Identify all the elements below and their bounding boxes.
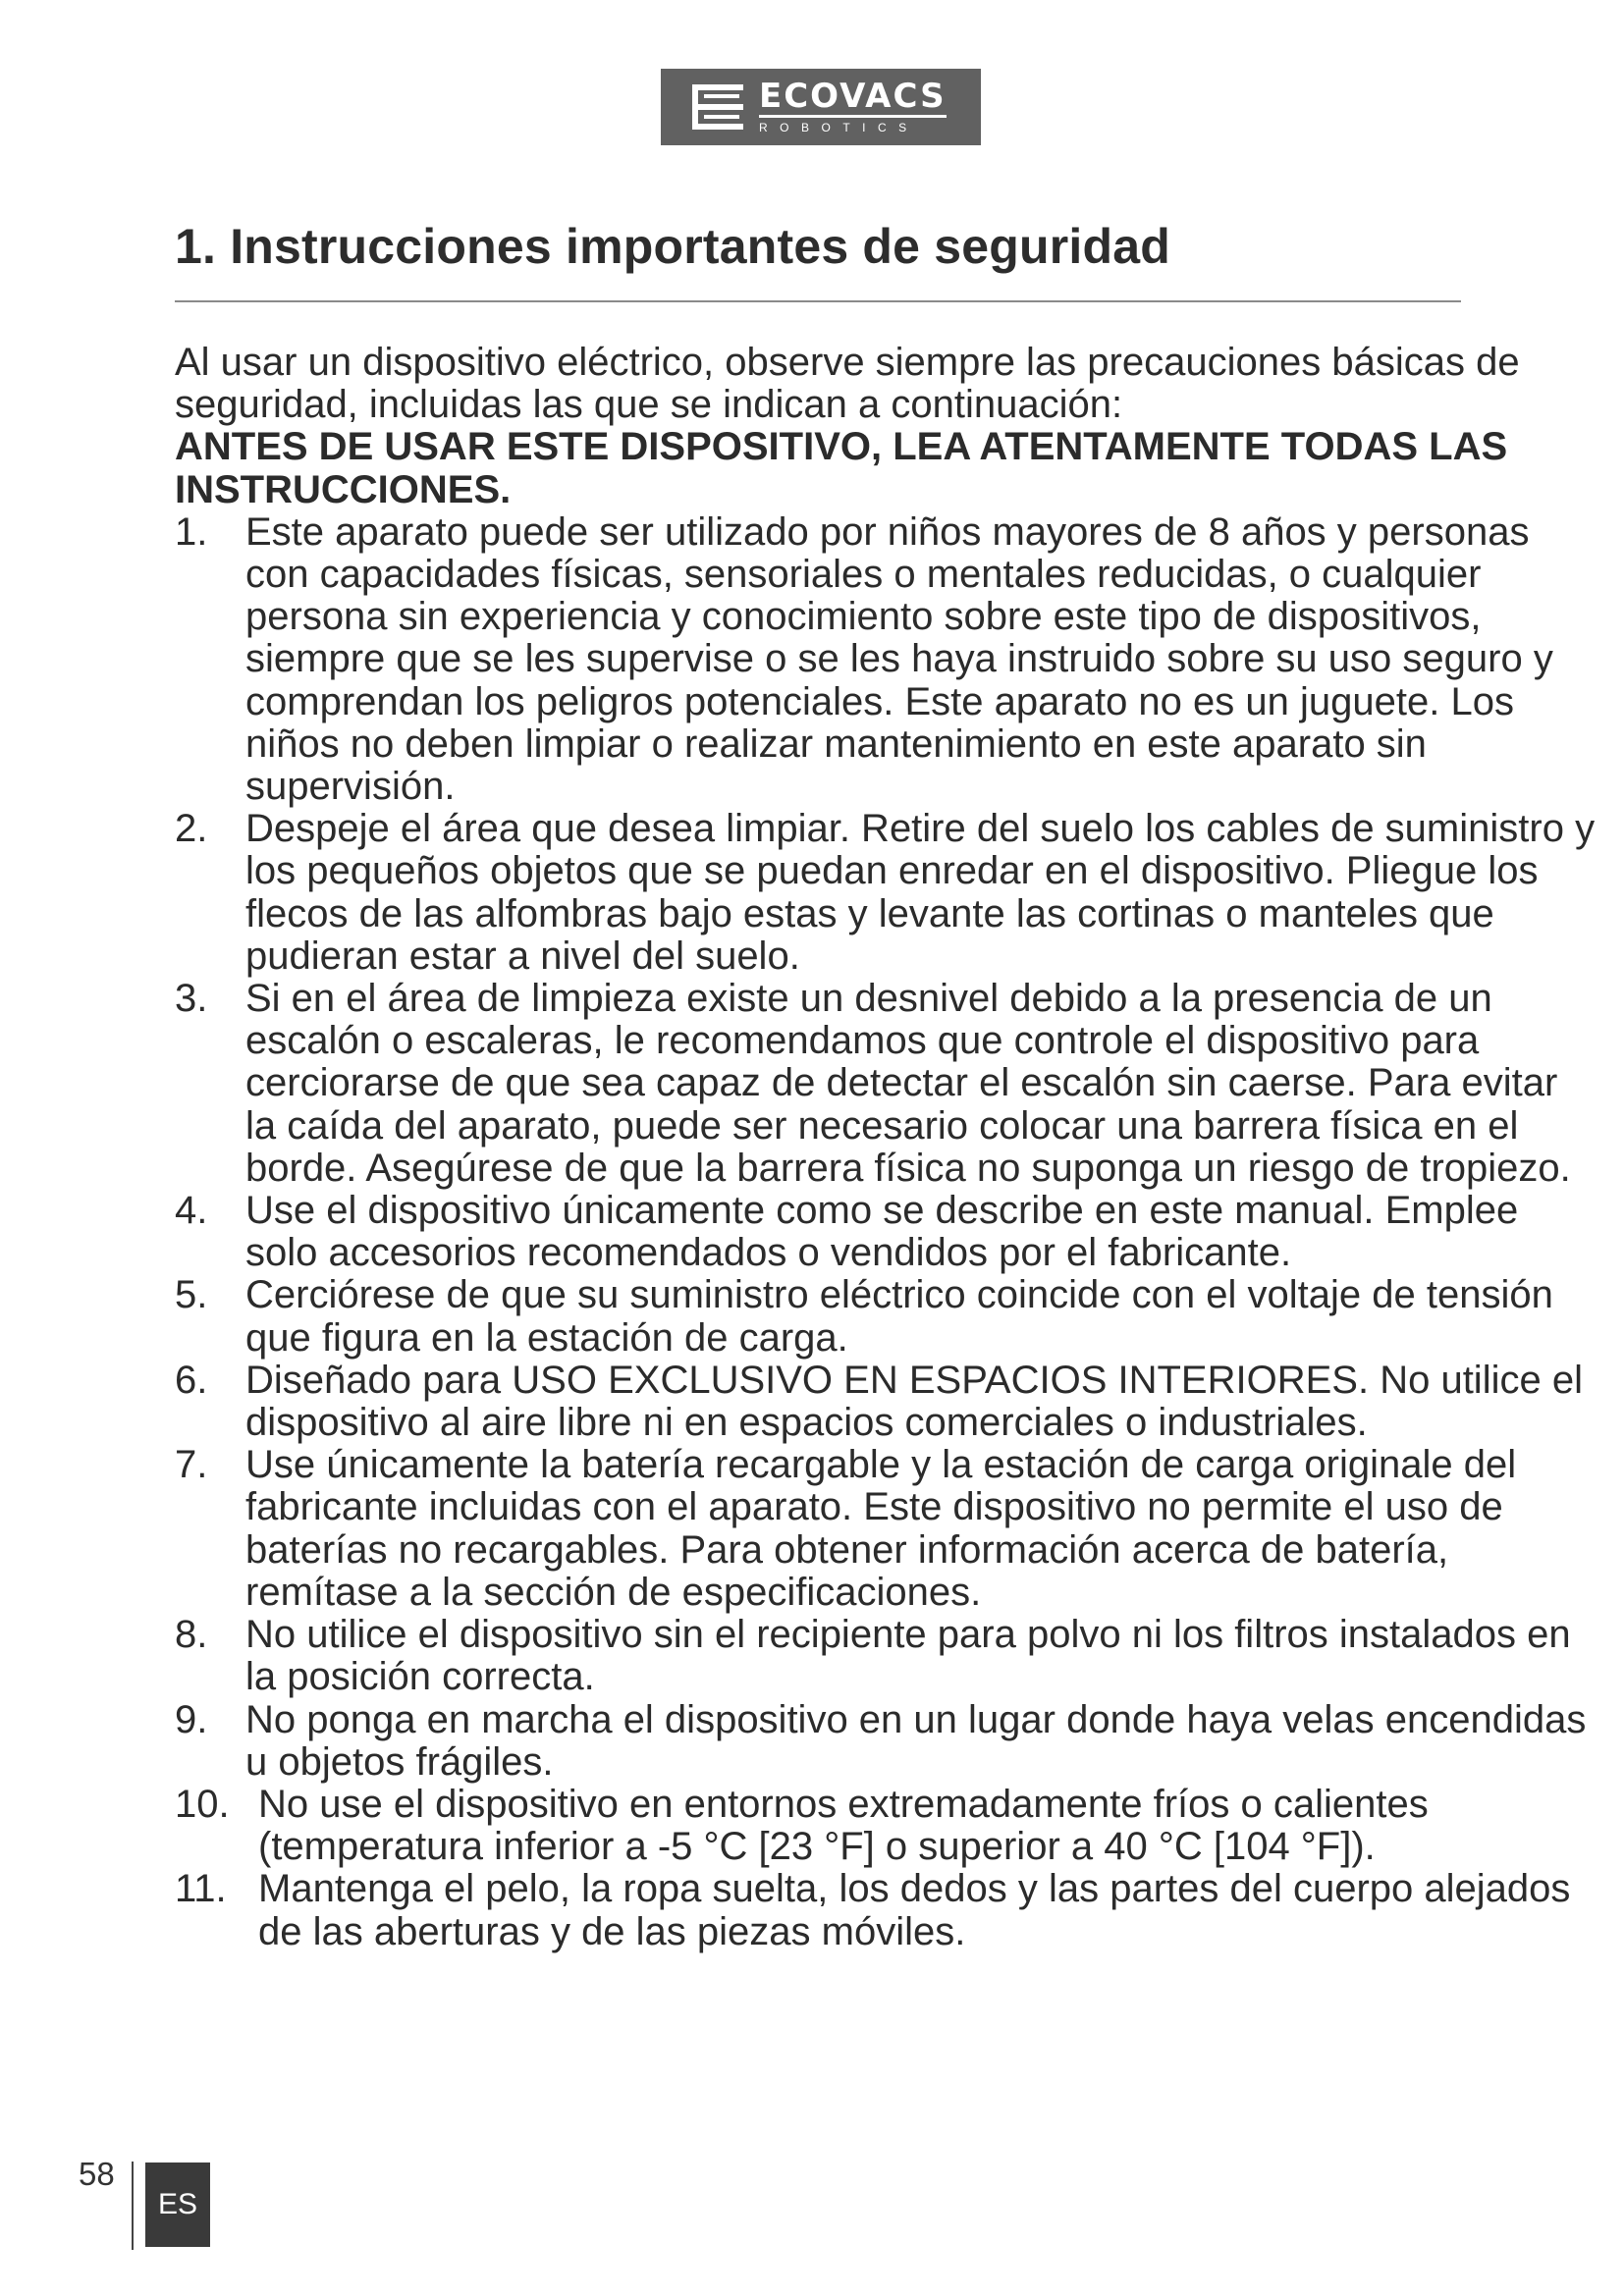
item-text: Use el dispositivo únicamente como se describe en este manual. Emplee solo accesorios recomendados o vendidos por el fabricante. [245,1189,1519,1275]
ecovacs-mark-icon [690,82,745,132]
list-item [175,511,1598,808]
item-text: No ponga en marcha el dispositivo en un lugar donde haya velas encendidas u objetos frágiles. [245,1697,1587,1784]
item-number: 3. [175,977,208,1021]
item-text: Diseñado para USO EXCLUSIVO EN ESPACIOS INTERIORES. No utilice el dispositivo al aire libre ni en espacios comerciales o industriales. [245,1358,1583,1445]
list-item [175,1274,1598,1359]
list-item [175,978,1598,1190]
list-item [175,1784,1598,1868]
page-number: 58 [79,2156,115,2192]
item-number: 10. [175,1782,230,1826]
item-number: 9. [175,1697,208,1741]
list-item [175,1699,1598,1784]
list-item [175,1444,1598,1614]
item-number: 2. [175,807,208,851]
list-item [175,1868,1598,1952]
logo-sub-text: ROBOTICS [759,121,919,134]
logo-brand-text: ECOVACS [759,77,947,116]
title-divider [175,300,1461,302]
safety-list [175,511,1598,1953]
safety-content [175,342,1598,1953]
item-number: 11. [175,1867,227,1911]
language-badge: ES [145,2163,210,2247]
list-item [175,1190,1598,1274]
item-text: Si en el área de limpieza existe un desnivel debido a la presencia de un escalón o escaleras, le recomendamos que controle el dispositivo para cerciorarse de que sea capaz de detectar el escalón sin caerse. Para evitar la caída del aparato, puede ser necesario colocar una barrera física en el borde. Asegúrese de que la barrera física no suponga un riesgo de tropiezo. [245,977,1571,1190]
item-number: 5. [175,1273,208,1317]
item-number: 4. [175,1189,208,1233]
warning-text: ANTES DE USAR ESTE DISPOSITIVO, LEA ATENTAMENTE TODAS LAS INSTRUCCIONES. [175,425,1508,511]
item-text: Mantenga el pelo, la ropa suelta, los dedos y las partes del cuerpo alejados de las aberturas y de las piezas móviles. [258,1867,1571,1953]
item-text: Despeje el área que desea limpiar. Retire del suelo los cables de suministro y los pequeños objetos que se puedan enredar en el dispositivo. Pliegue los flecos de las alfombras bajo estas y levante las cortinas o manteles que pudieran estar a nivel del suelo. [245,807,1596,978]
item-number: 6. [175,1358,208,1402]
item-text: Este aparato puede ser utilizado por niños mayores de 8 años y personas con capacidades físicas, sensoriales o mentales reducidas, o cualquier persona sin experiencia y conocimiento sobre este tipo de dispositivos, siempre que se les supervise o se les haya instruido sobre su uso seguro y comprendan los peligros potenciales. Este aparato no es un juguete. Los niños no deben limpiar o realizar mantenimiento en este aparato sin supervisión. [245,509,1553,809]
section-title: 1. Instrucciones importantes de seguridad [175,219,1171,274]
item-text: Cerciórese de que su suministro eléctrico coincide con el voltaje de tensión que figura en la estación de carga. [245,1273,1553,1360]
intro-paragraph: Al usar un dispositivo eléctrico, observe siempre las precauciones básicas de seguridad, incluidas las que se indican a continuación: [175,341,1520,427]
item-text: Use únicamente la batería recargable y la estación de carga originale del fabricante incluidas con el aparato. Este dispositivo no permite el uso de baterías no recargables. Para obtener información acerca de batería, remítase a la sección de especificaciones. [245,1443,1517,1614]
item-text: No use el dispositivo en entornos extremadamente fríos o calientes (temperatura inferior a -5 °C [23 °F] o superior a 40 °C [104 °F]). [258,1782,1429,1869]
list-item [175,808,1598,978]
item-number: 7. [175,1443,208,1487]
list-item [175,1614,1598,1698]
ecovacs-logo [661,69,981,145]
item-text: No utilice el dispositivo sin el recipiente para polvo ni los filtros instalados en la posición correcta. [245,1613,1571,1699]
item-number: 8. [175,1613,208,1657]
item-number: 1. [175,509,208,554]
list-item [175,1360,1598,1444]
footer-divider [132,2162,134,2250]
